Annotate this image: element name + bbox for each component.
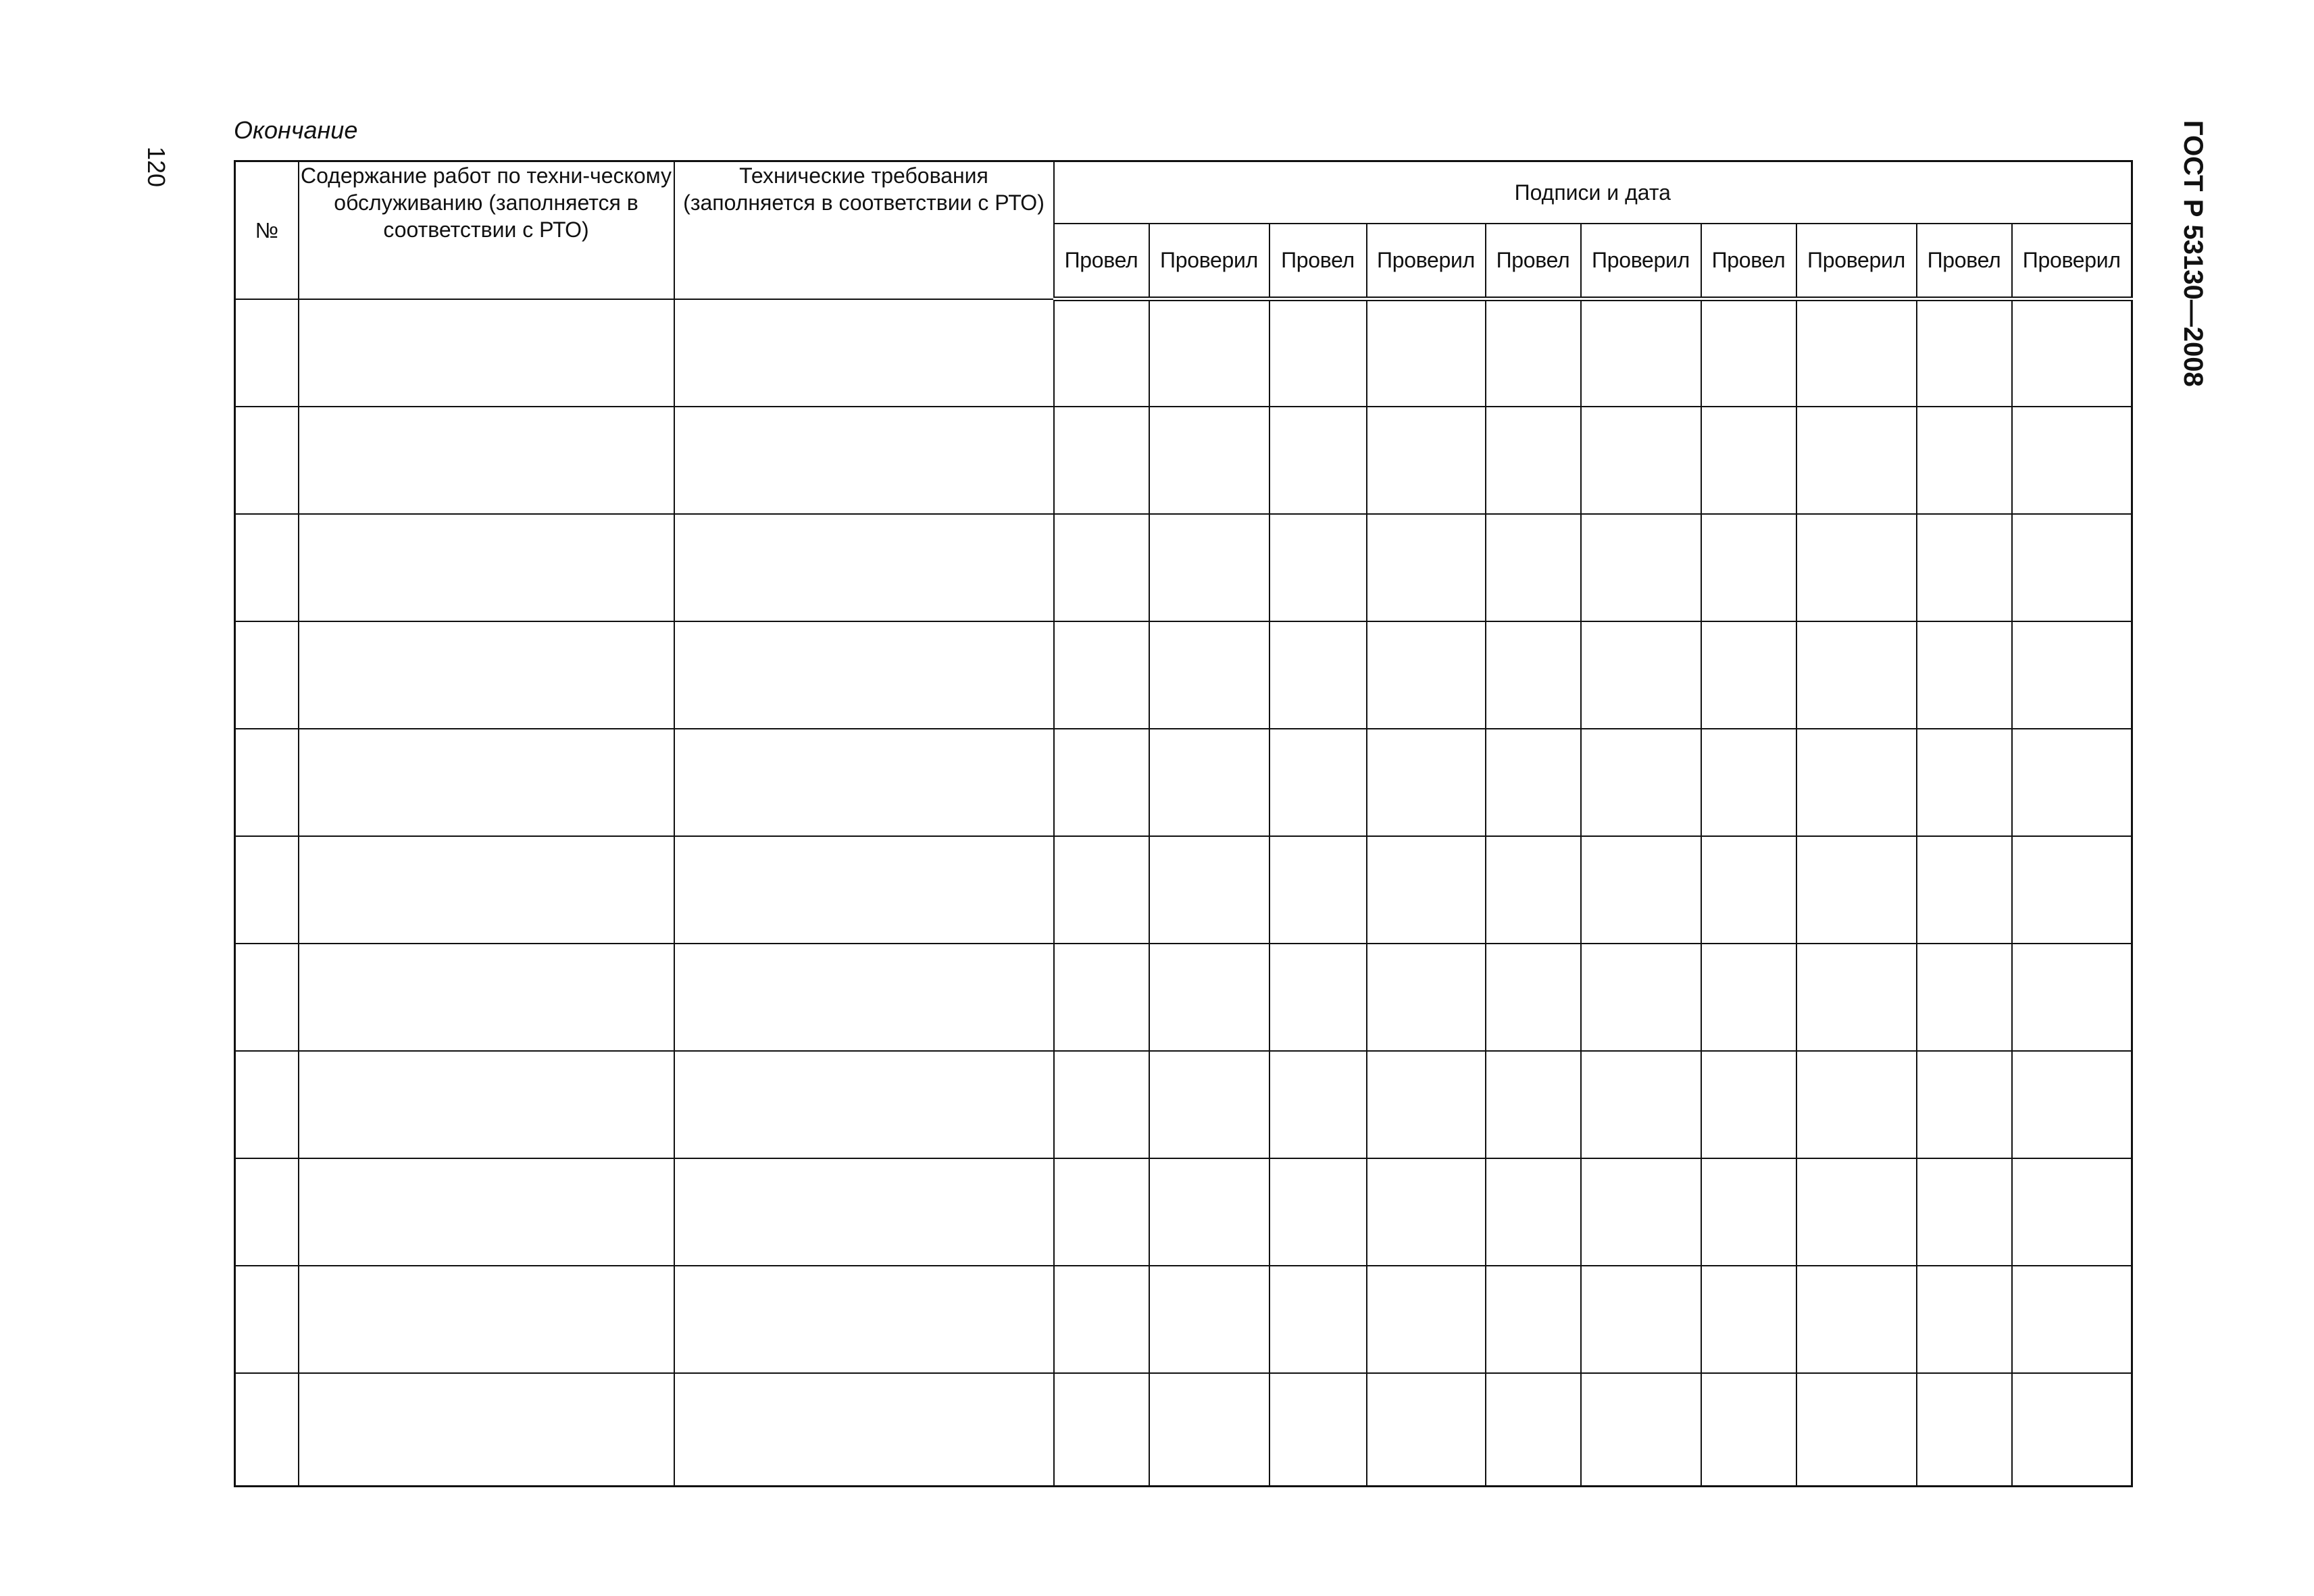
empty-cell bbox=[1054, 621, 1149, 729]
table-row bbox=[235, 1373, 2132, 1487]
table-body bbox=[235, 299, 2132, 1487]
empty-cell bbox=[1796, 514, 1917, 621]
empty-cell bbox=[1796, 729, 1917, 836]
empty-cell bbox=[1486, 1051, 1581, 1158]
empty-cell bbox=[1149, 1266, 1269, 1373]
empty-cell bbox=[1701, 1051, 1796, 1158]
empty-cell bbox=[1701, 836, 1796, 944]
empty-cell bbox=[1269, 299, 1367, 407]
empty-cell bbox=[1486, 299, 1581, 407]
empty-cell bbox=[1054, 1266, 1149, 1373]
empty-cell bbox=[1701, 621, 1796, 729]
table-row bbox=[235, 514, 2132, 621]
table-row bbox=[235, 299, 2132, 407]
empty-cell bbox=[1917, 1373, 2012, 1487]
empty-cell bbox=[2012, 1051, 2132, 1158]
empty-cell bbox=[1486, 729, 1581, 836]
empty-cell bbox=[1269, 1373, 1367, 1487]
empty-cell bbox=[674, 407, 1054, 514]
empty-cell bbox=[235, 1266, 299, 1373]
empty-cell bbox=[1796, 1266, 1917, 1373]
empty-cell bbox=[1149, 1158, 1269, 1266]
empty-cell bbox=[1149, 1051, 1269, 1158]
empty-cell bbox=[1486, 514, 1581, 621]
empty-cell bbox=[1269, 621, 1367, 729]
empty-cell bbox=[2012, 729, 2132, 836]
empty-cell bbox=[1367, 299, 1486, 407]
empty-cell bbox=[1054, 729, 1149, 836]
empty-cell bbox=[1917, 836, 2012, 944]
empty-cell bbox=[299, 1266, 674, 1373]
empty-cell bbox=[235, 514, 299, 621]
empty-cell bbox=[235, 1158, 299, 1266]
empty-cell bbox=[1054, 407, 1149, 514]
empty-cell bbox=[1367, 514, 1486, 621]
empty-cell bbox=[2012, 1158, 2132, 1266]
empty-cell bbox=[1917, 729, 2012, 836]
empty-cell bbox=[1917, 1051, 2012, 1158]
empty-cell bbox=[1917, 407, 2012, 514]
empty-cell bbox=[1581, 299, 1701, 407]
checked-by-header: Проверил bbox=[1149, 224, 1269, 299]
empty-cell bbox=[674, 836, 1054, 944]
empty-cell bbox=[674, 1158, 1054, 1266]
empty-cell bbox=[1054, 944, 1149, 1051]
empty-cell bbox=[235, 836, 299, 944]
empty-cell bbox=[299, 299, 674, 407]
empty-cell bbox=[1917, 1266, 2012, 1373]
empty-cell bbox=[2012, 407, 2132, 514]
empty-cell bbox=[1581, 1266, 1701, 1373]
empty-cell bbox=[235, 944, 299, 1051]
empty-cell bbox=[1149, 514, 1269, 621]
table-row bbox=[235, 729, 2132, 836]
empty-cell bbox=[299, 836, 674, 944]
technical-requirements-column-header: Технические требования (заполняется в соответствии с РТО) bbox=[674, 161, 1054, 299]
empty-cell bbox=[235, 407, 299, 514]
empty-cell bbox=[1701, 729, 1796, 836]
empty-cell bbox=[1054, 1051, 1149, 1158]
empty-cell bbox=[1486, 836, 1581, 944]
empty-cell bbox=[1054, 514, 1149, 621]
checked-by-header: Проверил bbox=[1796, 224, 1917, 299]
table-row bbox=[235, 1266, 2132, 1373]
performed-by-header: Провел bbox=[1486, 224, 1581, 299]
empty-cell bbox=[1486, 944, 1581, 1051]
table-row bbox=[235, 621, 2132, 729]
empty-cell bbox=[299, 1373, 674, 1487]
empty-cell bbox=[1486, 1373, 1581, 1487]
empty-cell bbox=[674, 729, 1054, 836]
empty-cell bbox=[1581, 621, 1701, 729]
empty-cell bbox=[1149, 407, 1269, 514]
empty-cell bbox=[235, 621, 299, 729]
number-column-header: № bbox=[235, 161, 299, 299]
empty-cell bbox=[235, 299, 299, 407]
empty-cell bbox=[2012, 299, 2132, 407]
empty-cell bbox=[1269, 407, 1367, 514]
empty-cell bbox=[1796, 407, 1917, 514]
empty-cell bbox=[299, 514, 674, 621]
empty-cell bbox=[299, 944, 674, 1051]
empty-cell bbox=[674, 944, 1054, 1051]
empty-cell bbox=[1917, 299, 2012, 407]
empty-cell bbox=[1367, 1373, 1486, 1487]
page-number: 120 bbox=[143, 146, 170, 188]
empty-cell bbox=[1367, 1051, 1486, 1158]
table-row bbox=[235, 407, 2132, 514]
empty-cell bbox=[1581, 729, 1701, 836]
performed-by-header: Провел bbox=[1269, 224, 1367, 299]
empty-cell bbox=[1367, 1266, 1486, 1373]
empty-cell bbox=[674, 514, 1054, 621]
empty-cell bbox=[2012, 621, 2132, 729]
empty-cell bbox=[1486, 1158, 1581, 1266]
empty-cell bbox=[1367, 944, 1486, 1051]
empty-cell bbox=[1796, 1373, 1917, 1487]
work-content-column-header: Содержание работ по техни-ческому обслуживанию (заполняется в соответствии с РТО) bbox=[299, 161, 674, 299]
empty-cell bbox=[674, 1051, 1054, 1158]
empty-cell bbox=[1054, 299, 1149, 407]
empty-cell bbox=[1269, 836, 1367, 944]
signatures-and-date-header: Подписи и дата bbox=[1054, 161, 2132, 224]
empty-cell bbox=[674, 1373, 1054, 1487]
empty-cell bbox=[1796, 944, 1917, 1051]
empty-cell bbox=[299, 729, 674, 836]
empty-cell bbox=[2012, 1373, 2132, 1487]
empty-cell bbox=[1269, 729, 1367, 836]
empty-cell bbox=[2012, 944, 2132, 1051]
empty-cell bbox=[1054, 836, 1149, 944]
empty-cell bbox=[1054, 1158, 1149, 1266]
empty-cell bbox=[2012, 836, 2132, 944]
empty-cell bbox=[1367, 621, 1486, 729]
empty-cell bbox=[2012, 1266, 2132, 1373]
empty-cell bbox=[1149, 1373, 1269, 1487]
empty-cell bbox=[1701, 1266, 1796, 1373]
empty-cell bbox=[1796, 299, 1917, 407]
empty-cell bbox=[1367, 407, 1486, 514]
empty-cell bbox=[1917, 944, 2012, 1051]
empty-cell bbox=[2012, 514, 2132, 621]
empty-cell bbox=[1917, 621, 2012, 729]
table-row bbox=[235, 1158, 2132, 1266]
empty-cell bbox=[1486, 1266, 1581, 1373]
empty-cell bbox=[674, 1266, 1054, 1373]
continuation-label: Окончание bbox=[234, 116, 358, 144]
empty-cell bbox=[1367, 1158, 1486, 1266]
empty-cell bbox=[235, 1373, 299, 1487]
empty-cell bbox=[299, 621, 674, 729]
empty-cell bbox=[1581, 514, 1701, 621]
empty-cell bbox=[1269, 944, 1367, 1051]
empty-cell bbox=[1149, 836, 1269, 944]
empty-cell bbox=[1917, 1158, 2012, 1266]
table-row bbox=[235, 836, 2132, 944]
empty-cell bbox=[674, 299, 1054, 407]
empty-cell bbox=[235, 729, 299, 836]
empty-cell bbox=[674, 621, 1054, 729]
empty-cell bbox=[1581, 407, 1701, 514]
empty-cell bbox=[1701, 1158, 1796, 1266]
empty-cell bbox=[1796, 621, 1917, 729]
table-row bbox=[235, 944, 2132, 1051]
empty-cell bbox=[1149, 299, 1269, 407]
table-row bbox=[235, 1051, 2132, 1158]
maintenance-record-table bbox=[234, 160, 2133, 1487]
empty-cell bbox=[299, 1051, 674, 1158]
empty-cell bbox=[1149, 944, 1269, 1051]
empty-cell bbox=[1486, 407, 1581, 514]
empty-cell bbox=[1581, 944, 1701, 1051]
checked-by-header: Проверил bbox=[2012, 224, 2132, 299]
performed-by-header: Провел bbox=[1054, 224, 1149, 299]
empty-cell bbox=[1701, 1373, 1796, 1487]
empty-cell bbox=[1367, 729, 1486, 836]
empty-cell bbox=[1701, 514, 1796, 621]
empty-cell bbox=[1701, 407, 1796, 514]
empty-cell bbox=[1149, 621, 1269, 729]
empty-cell bbox=[1701, 299, 1796, 407]
empty-cell bbox=[1269, 514, 1367, 621]
empty-cell bbox=[299, 1158, 674, 1266]
empty-cell bbox=[1367, 836, 1486, 944]
empty-cell bbox=[1054, 1373, 1149, 1487]
empty-cell bbox=[1149, 729, 1269, 836]
performed-by-header: Провел bbox=[1917, 224, 2012, 299]
empty-cell bbox=[1269, 1158, 1367, 1266]
empty-cell bbox=[1581, 1373, 1701, 1487]
empty-cell bbox=[1917, 514, 2012, 621]
empty-cell bbox=[1581, 1158, 1701, 1266]
empty-cell bbox=[1581, 1051, 1701, 1158]
empty-cell bbox=[1486, 621, 1581, 729]
empty-cell bbox=[1796, 1158, 1917, 1266]
performed-by-header: Провел bbox=[1701, 224, 1796, 299]
table-header-row bbox=[235, 161, 2132, 224]
checked-by-header: Проверил bbox=[1367, 224, 1486, 299]
empty-cell bbox=[1269, 1266, 1367, 1373]
checked-by-header: Проверил bbox=[1581, 224, 1701, 299]
empty-cell bbox=[299, 407, 674, 514]
standard-code: ГОСТ Р 53130—2008 bbox=[2178, 120, 2208, 387]
empty-cell bbox=[235, 1051, 299, 1158]
empty-cell bbox=[1796, 836, 1917, 944]
empty-cell bbox=[1701, 944, 1796, 1051]
empty-cell bbox=[1269, 1051, 1367, 1158]
empty-cell bbox=[1796, 1051, 1917, 1158]
empty-cell bbox=[1581, 836, 1701, 944]
